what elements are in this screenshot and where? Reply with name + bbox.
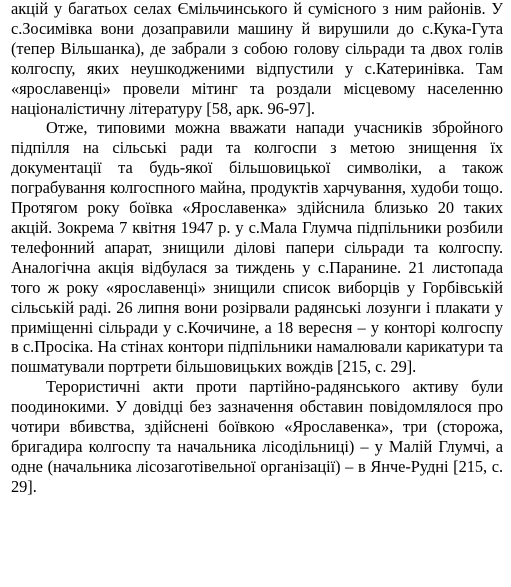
paragraph-attacks-on-village-councils: Отже, типовими можна вважати напади учасників збройного підпілля на сільські ради та колгоспи з метою знищення їх документації та будь-якої більшовицької символіки, а також пограбування колгоспного майна, продуктів харчування, худоби тощо. Протягом року боївка «Ярославенка» здійснила близько 20 таких акцій. Зокрема 7 квітня 1947 р. у с.Мала Глумча підпільники розбили телефонний апарат, знищили ділові папери сільради та колгоспу. Аналогічна акція відбулася за тиждень у с.Паранине. 21 листопада того ж року «ярославенці» знищили список виборців у Горбівській сільській раді. 26 липня вони розірвали радянські лозунги і плакати у приміщенні сільради у с.Кочичине, а 18 вересня – у конторі колгоспу в с.Просіка. На стінах контори підпільники намалювали карикатури та пошматували портрети більшовицьких вождів [215, с. 29]. <box>11 118 503 377</box>
paragraph-continuation: акцій у багатьох селах Ємільчинського й сумісного з ним районів. У с.Зосимівка вони дозаправили машину й вирушили до с.Кука-Гута (тепер Вільшанка), де забрали з собою голову сільради та двох голів колгоспу, яких неушкодженими відпустили у с.Катеринівка. Там «ярославенці» провели мітинг та роздали місцевому населенню націоналістичну літературу [58, арк. 96-97]. <box>11 0 503 118</box>
paragraph-terrorist-acts: Терористичні акти проти партійно-радянського активу були поодинокими. У довідці без зазначення обставин повідомлялося про чотири вбивства, здійснені боївкою «Ярославенка», три (сторожа, бригадира колгоспу та начальника лісодільниці) – у Малій Глумчі, а одне (начальника лісозаготівельної організації) – в Янче-Рудні [215, с. 29]. <box>11 377 503 496</box>
